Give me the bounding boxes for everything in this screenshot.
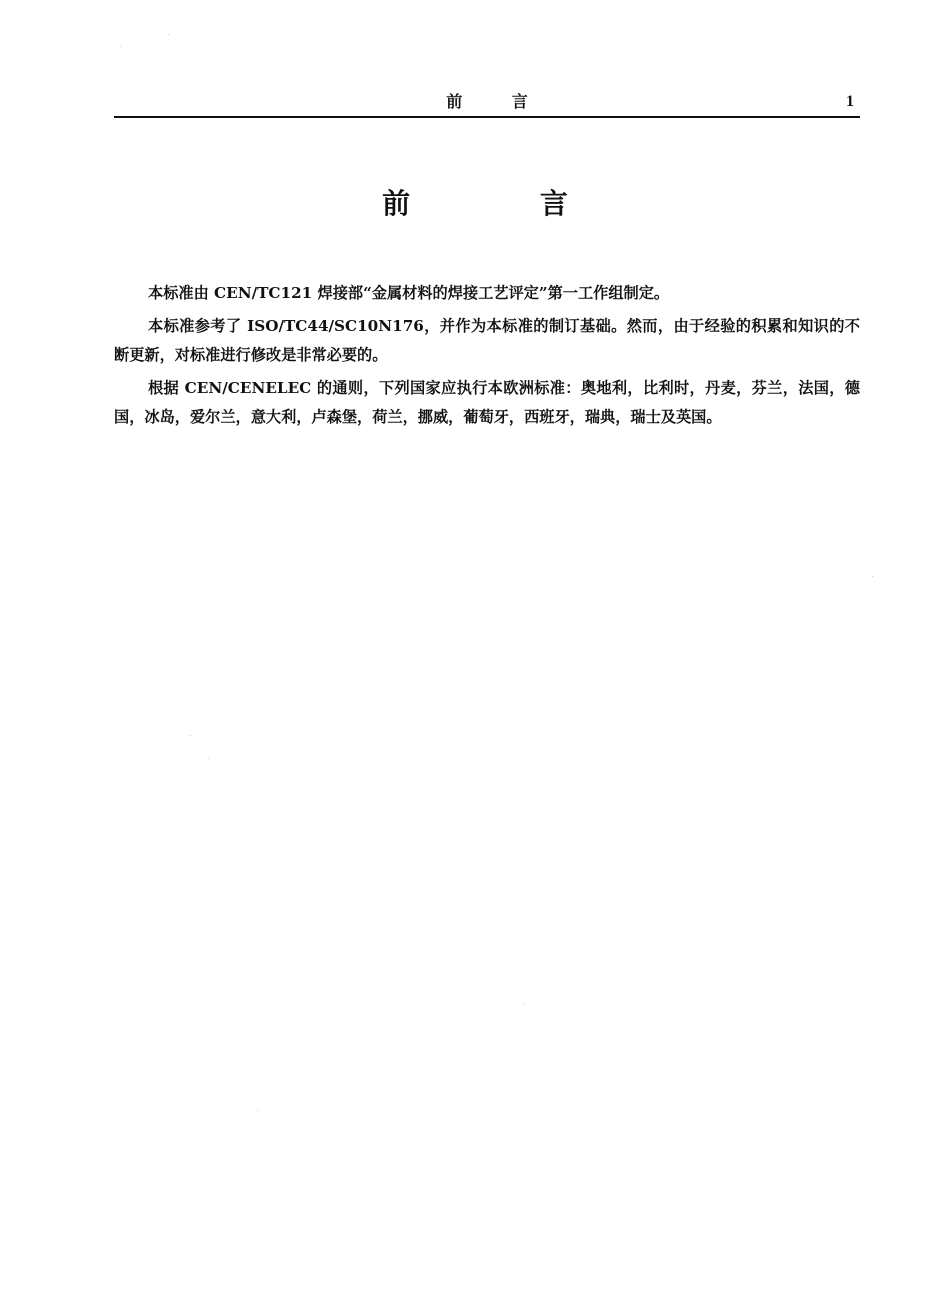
- paragraph-3: 根据 CEN/CENELEC 的通则，下列国家应执行本欧洲标准：奥地利，比利时，丹麦，芬兰，法国，德国，冰岛，爱尔兰，意大利，卢森堡，荷兰，挪威，葡萄牙，西班牙，瑞典，瑞士及英国。: [114, 379, 860, 426]
- running-header-title: 前 言: [446, 92, 550, 111]
- page-title: 前 言: [382, 187, 628, 220]
- body-text: [114, 279, 860, 436]
- scan-speck: [120, 46, 121, 47]
- paragraph-2: 本标准参考了 ISO/TC44/SC10N176，并作为本标准的制订基础。然而，由于经验的积累和知识的不断更新，对标准进行修改是非常必要的。: [114, 317, 860, 364]
- paragraph-1: 本标准由 CEN/TC121 焊接部“金属材料的焊接工艺评定”第一工作组制定。: [148, 284, 670, 302]
- scan-speck: [524, 1004, 525, 1005]
- scan-speck: [257, 1110, 258, 1111]
- scan-speck: [190, 735, 191, 736]
- header-rule: [114, 116, 860, 118]
- scan-speck: [872, 576, 873, 577]
- page-number: 1: [846, 93, 854, 110]
- scan-speck: [168, 34, 169, 35]
- running-header: [114, 90, 860, 114]
- scan-speck: [208, 758, 209, 759]
